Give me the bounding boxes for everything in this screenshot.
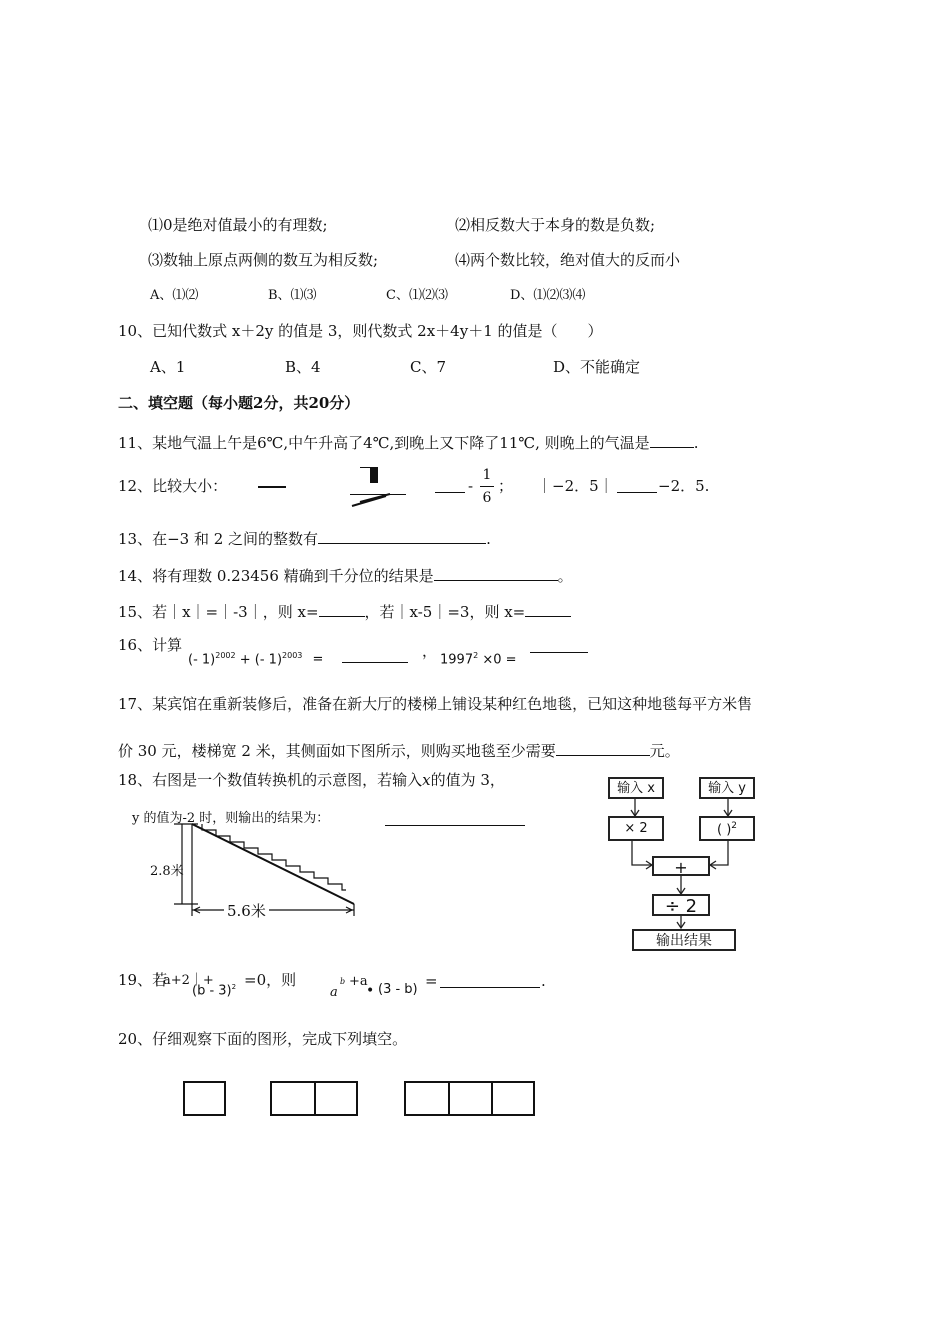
q16-blank-2[interactable] bbox=[530, 652, 588, 653]
q12-dash-mark bbox=[258, 486, 286, 488]
q9-statement-1: ⑴0是绝对值最小的有理数; bbox=[148, 216, 328, 234]
flowchart-square-exp: 2 bbox=[731, 821, 737, 831]
q16-exp2: 2003 bbox=[282, 651, 303, 660]
q19-plus-a: +a bbox=[349, 974, 368, 989]
q13-end: . bbox=[486, 530, 491, 548]
q15-part-a: 15、若｜x｜=｜-3｜，则 x= bbox=[118, 603, 319, 621]
q11-end: . bbox=[693, 434, 699, 452]
q16-term2: + (- 1) bbox=[239, 652, 283, 668]
q11-answer-blank[interactable] bbox=[650, 433, 694, 448]
q16-times-zero: ×0 = bbox=[482, 652, 517, 668]
q16-exp3: 2 bbox=[473, 651, 479, 660]
q9-statement-4: ⑷两个数比较，绝对值大的反而小 bbox=[455, 251, 681, 269]
q17-line-2 bbox=[118, 741, 680, 759]
q14-end: 。 bbox=[557, 567, 573, 585]
q19-square-base: (b - 3) bbox=[192, 983, 232, 999]
q10-option-a: A、1 bbox=[150, 358, 186, 376]
q10-option-d: D、不能确定 bbox=[553, 358, 641, 376]
q9-option-d: D、⑴⑵⑶⑷ bbox=[510, 288, 586, 303]
q14-answer-blank[interactable] bbox=[434, 566, 558, 581]
q10-option-b: B、4 bbox=[285, 358, 321, 376]
q9-option-a: A、⑴⑵ bbox=[150, 288, 199, 303]
q19-square-term bbox=[192, 984, 236, 997]
q12-frac-denominator: 6 bbox=[482, 490, 492, 506]
q20-figure-three-squares bbox=[404, 1081, 535, 1116]
q12-fragment-line bbox=[360, 467, 370, 468]
flowchart-square-paren: ( ) bbox=[716, 822, 732, 838]
q19-abs: ｜a+2｜+ bbox=[150, 973, 214, 988]
q19-prefix: 19、若 bbox=[118, 971, 168, 989]
q17-line-1: 17、某宾馆在重新装修后，准备在新大厅的楼梯上铺设某种红色地毯，已知这种地毯每平方米售 bbox=[118, 695, 753, 713]
q12-prefix: 12、比较大小： bbox=[118, 477, 228, 495]
q19-b-exponent: b bbox=[340, 977, 346, 986]
q16-equals: = bbox=[312, 652, 324, 668]
q18-line-2: y 的值为-2 时，则输出的结果为： bbox=[132, 811, 330, 826]
q15-part-b: ，若｜x-5｜=3，则 x= bbox=[364, 603, 526, 621]
flowchart-divide-2: ÷ 2 bbox=[652, 894, 710, 916]
q12-abs-expression: ｜−2．5｜ bbox=[537, 477, 614, 495]
q19-square-exp: 2 bbox=[231, 983, 237, 991]
q16-expression bbox=[188, 652, 323, 666]
q20-question: 20、仔细观察下面的图形，完成下列填空。 bbox=[118, 1030, 408, 1048]
q18-text-b: 的值为 3， bbox=[430, 771, 505, 789]
flowchart-input-y: 输入 y bbox=[699, 777, 755, 799]
section-heading-fill-blank: 二、填空题（每小题2分，共20分） bbox=[118, 394, 360, 412]
q12-tail: −2．5. bbox=[658, 477, 710, 495]
q19-answer-blank[interactable] bbox=[440, 987, 540, 988]
q16-prefix: 16、计算 bbox=[118, 636, 183, 654]
q14-question bbox=[118, 566, 573, 584]
q15-question bbox=[118, 602, 571, 620]
q15-blank-1[interactable] bbox=[319, 602, 365, 617]
q12-blank-2[interactable] bbox=[617, 478, 657, 493]
q18-line-1 bbox=[118, 773, 505, 788]
q15-blank-2[interactable] bbox=[525, 602, 571, 617]
q13-text: 13、在−3 和 2 之间的整数有 bbox=[118, 530, 319, 548]
q11-question bbox=[118, 433, 698, 451]
q16-base: 1997 bbox=[440, 652, 474, 668]
q17-answer-blank[interactable] bbox=[556, 741, 650, 756]
flowchart-times-2: × 2 bbox=[608, 816, 664, 841]
q12-frac-numerator: 1 bbox=[482, 467, 492, 483]
q19-a-base: a bbox=[330, 985, 338, 1000]
q12-broken-image-fragment bbox=[370, 467, 378, 483]
staircase-width-label: 5.6米 bbox=[224, 904, 269, 919]
q18-text: 18、右图是一个数值转换机的示意图，若输入 bbox=[118, 771, 423, 789]
q9-statement-2: ⑵相反数大于本身的数是负数; bbox=[455, 216, 656, 234]
q12-fragment-stroke bbox=[350, 492, 410, 508]
q12-semicolon: ； bbox=[498, 477, 514, 495]
q12-blank-1[interactable] bbox=[435, 478, 465, 493]
q16-blank-1[interactable] bbox=[342, 648, 408, 663]
q17-end: 元。 bbox=[649, 742, 680, 760]
q9-option-c: C、⑴⑵⑶ bbox=[386, 288, 448, 303]
q10-question: 10、已知代数式 x＋2y 的值是 3，则代数式 2x＋4y＋1 的值是（ ） bbox=[118, 322, 603, 340]
q16-comma: ， bbox=[422, 642, 438, 660]
flowchart-plus: + bbox=[652, 856, 710, 876]
q9-statement-3: ⑶数轴上原点两侧的数互为相反数; bbox=[148, 251, 379, 269]
flowchart-output: 输出结果 bbox=[632, 929, 736, 951]
flowchart-square bbox=[699, 816, 755, 841]
q16-term1: (- 1) bbox=[188, 652, 216, 668]
q20-figure-two-squares bbox=[270, 1081, 358, 1116]
q19-dot: • bbox=[366, 983, 375, 999]
q12-minus: - bbox=[468, 477, 474, 495]
q13-question bbox=[118, 529, 491, 547]
q20-figure-one-square bbox=[183, 1081, 226, 1116]
q19-eq0: =0，则 bbox=[244, 971, 297, 989]
flowchart-input-x: 输入 x bbox=[608, 777, 664, 799]
q16-expression-2 bbox=[440, 652, 517, 666]
q18-answer-blank[interactable] bbox=[385, 825, 525, 826]
q9-option-b: B、⑴⑶ bbox=[268, 288, 317, 303]
staircase-height-label: 2.8米 bbox=[150, 864, 184, 879]
q16-exp1: 2002 bbox=[215, 651, 236, 660]
q19-end: . bbox=[541, 972, 546, 990]
q19-paren: (3 - b) bbox=[378, 982, 418, 997]
q11-text: 11、某地气温上午是6℃,中午升高了4℃,到晚上又下降了11℃, 则晚上的气温是 bbox=[118, 434, 650, 452]
q14-text: 14、将有理数 0.23456 精确到千分位的结果是 bbox=[118, 567, 434, 585]
q19-equals: = bbox=[425, 972, 438, 990]
q12-fraction bbox=[480, 467, 494, 506]
q18-var-x: x bbox=[422, 771, 431, 789]
q10-option-c: C、7 bbox=[410, 358, 447, 376]
q13-answer-blank[interactable] bbox=[318, 529, 486, 544]
q17-text: 价 30 元，楼梯宽 2 米，其侧面如下图所示，则购买地毯至少需要 bbox=[118, 742, 556, 760]
